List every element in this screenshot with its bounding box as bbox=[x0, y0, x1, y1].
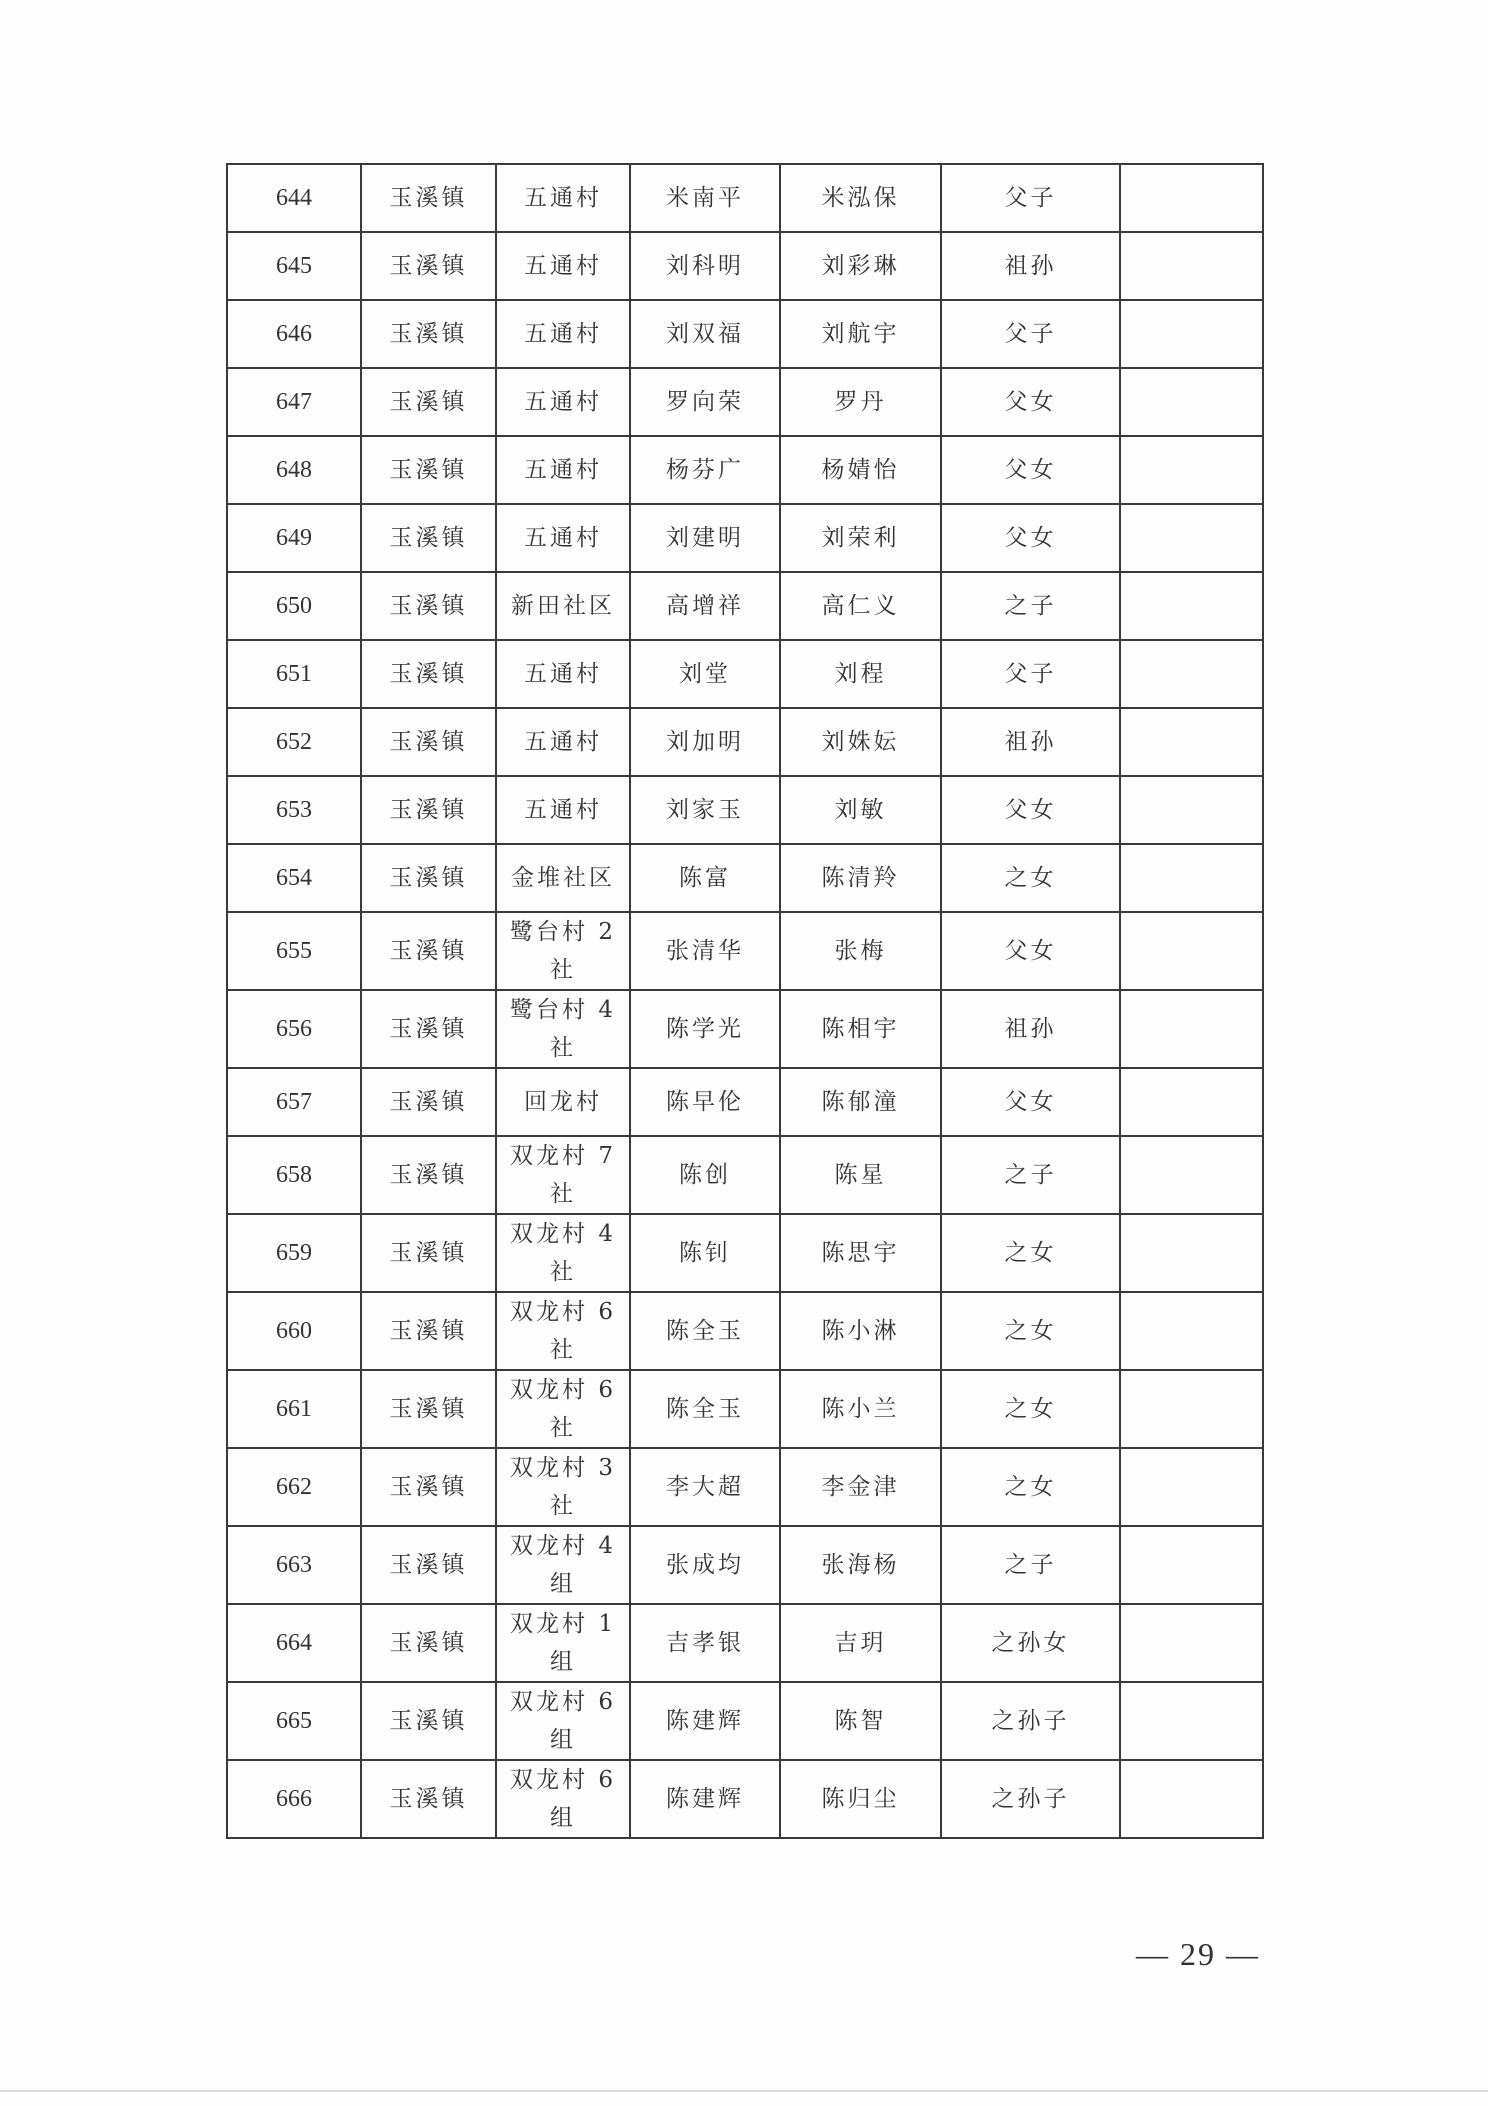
cell-village: 新田社区 bbox=[496, 572, 630, 640]
cell-note bbox=[1120, 708, 1263, 776]
cell-name-secondary: 米泓保 bbox=[780, 164, 941, 232]
cell-note bbox=[1120, 1760, 1263, 1838]
cell-town: 玉溪镇 bbox=[361, 1448, 496, 1526]
table-row bbox=[227, 990, 1263, 1068]
cell-name-secondary: 刘荣利 bbox=[780, 504, 941, 572]
cell-number: 661 bbox=[227, 1370, 361, 1448]
cell-name-primary: 陈钊 bbox=[630, 1214, 780, 1292]
table-row bbox=[227, 164, 1263, 232]
cell-town: 玉溪镇 bbox=[361, 1526, 496, 1604]
cell-relation: 父女 bbox=[941, 912, 1120, 990]
cell-note bbox=[1120, 1068, 1263, 1136]
cell-note bbox=[1120, 912, 1263, 990]
table-row bbox=[227, 1370, 1263, 1448]
cell-note bbox=[1120, 300, 1263, 368]
cell-name-primary: 张清华 bbox=[630, 912, 780, 990]
cell-name-secondary: 陈智 bbox=[780, 1682, 941, 1760]
cell-relation: 父女 bbox=[941, 504, 1120, 572]
cell-note bbox=[1120, 1682, 1263, 1760]
cell-town: 玉溪镇 bbox=[361, 1068, 496, 1136]
cell-village: 双龙村 3 社 bbox=[496, 1448, 630, 1526]
cell-relation: 之子 bbox=[941, 1136, 1120, 1214]
cell-number: 655 bbox=[227, 912, 361, 990]
cell-note bbox=[1120, 1292, 1263, 1370]
cell-note bbox=[1120, 1526, 1263, 1604]
table-row bbox=[227, 844, 1263, 912]
cell-village: 双龙村 4 社 bbox=[496, 1214, 630, 1292]
cell-note bbox=[1120, 368, 1263, 436]
cell-village: 双龙村 6 组 bbox=[496, 1760, 630, 1838]
cell-name-primary: 刘双福 bbox=[630, 300, 780, 368]
cell-village: 双龙村 1 组 bbox=[496, 1604, 630, 1682]
cell-town: 玉溪镇 bbox=[361, 1136, 496, 1214]
cell-name-primary: 陈学光 bbox=[630, 990, 780, 1068]
footer-divider bbox=[0, 2090, 1488, 2092]
cell-town: 玉溪镇 bbox=[361, 990, 496, 1068]
page-number: — 29 — bbox=[1136, 1936, 1260, 1972]
cell-note bbox=[1120, 232, 1263, 300]
table-row bbox=[227, 300, 1263, 368]
cell-relation: 父女 bbox=[941, 368, 1120, 436]
cell-name-primary: 李大超 bbox=[630, 1448, 780, 1526]
cell-name-primary: 米南平 bbox=[630, 164, 780, 232]
cell-name-secondary: 刘彩琳 bbox=[780, 232, 941, 300]
cell-name-secondary: 陈思宇 bbox=[780, 1214, 941, 1292]
cell-name-primary: 吉孝银 bbox=[630, 1604, 780, 1682]
table-row bbox=[227, 368, 1263, 436]
table-row bbox=[227, 1448, 1263, 1526]
cell-note bbox=[1120, 436, 1263, 504]
cell-number: 647 bbox=[227, 368, 361, 436]
cell-relation: 之子 bbox=[941, 572, 1120, 640]
table-row bbox=[227, 1526, 1263, 1604]
cell-note bbox=[1120, 1136, 1263, 1214]
cell-town: 玉溪镇 bbox=[361, 300, 496, 368]
cell-name-primary: 刘加明 bbox=[630, 708, 780, 776]
cell-town: 玉溪镇 bbox=[361, 1682, 496, 1760]
cell-town: 玉溪镇 bbox=[361, 912, 496, 990]
cell-relation: 父女 bbox=[941, 1068, 1120, 1136]
table-row bbox=[227, 1604, 1263, 1682]
table-row bbox=[227, 436, 1263, 504]
cell-name-secondary: 刘程 bbox=[780, 640, 941, 708]
cell-name-primary: 高增祥 bbox=[630, 572, 780, 640]
cell-name-primary: 陈建辉 bbox=[630, 1760, 780, 1838]
cell-name-primary: 陈创 bbox=[630, 1136, 780, 1214]
cell-relation: 父子 bbox=[941, 640, 1120, 708]
cell-relation: 之孙子 bbox=[941, 1760, 1120, 1838]
cell-name-secondary: 陈小淋 bbox=[780, 1292, 941, 1370]
cell-village: 金堆社区 bbox=[496, 844, 630, 912]
cell-number: 650 bbox=[227, 572, 361, 640]
cell-name-primary: 陈富 bbox=[630, 844, 780, 912]
table-row bbox=[227, 1136, 1263, 1214]
table-row bbox=[227, 1214, 1263, 1292]
cell-village: 双龙村 4 组 bbox=[496, 1526, 630, 1604]
cell-note bbox=[1120, 1448, 1263, 1526]
cell-number: 665 bbox=[227, 1682, 361, 1760]
cell-town: 玉溪镇 bbox=[361, 1760, 496, 1838]
cell-village: 鹭台村 2 社 bbox=[496, 912, 630, 990]
cell-note bbox=[1120, 776, 1263, 844]
cell-number: 652 bbox=[227, 708, 361, 776]
cell-name-secondary: 刘航宇 bbox=[780, 300, 941, 368]
cell-note bbox=[1120, 504, 1263, 572]
cell-town: 玉溪镇 bbox=[361, 1292, 496, 1370]
cell-name-secondary: 罗丹 bbox=[780, 368, 941, 436]
cell-name-secondary: 陈相宇 bbox=[780, 990, 941, 1068]
cell-town: 玉溪镇 bbox=[361, 1214, 496, 1292]
cell-relation: 父子 bbox=[941, 164, 1120, 232]
cell-number: 654 bbox=[227, 844, 361, 912]
cell-note bbox=[1120, 572, 1263, 640]
cell-relation: 之女 bbox=[941, 1448, 1120, 1526]
cell-relation: 之孙子 bbox=[941, 1682, 1120, 1760]
cell-name-primary: 刘建明 bbox=[630, 504, 780, 572]
cell-town: 玉溪镇 bbox=[361, 232, 496, 300]
cell-town: 玉溪镇 bbox=[361, 436, 496, 504]
cell-name-secondary: 张梅 bbox=[780, 912, 941, 990]
table-row bbox=[227, 912, 1263, 990]
cell-name-secondary: 陈小兰 bbox=[780, 1370, 941, 1448]
cell-village: 五通村 bbox=[496, 368, 630, 436]
cell-relation: 祖孙 bbox=[941, 232, 1120, 300]
cell-number: 663 bbox=[227, 1526, 361, 1604]
cell-village: 五通村 bbox=[496, 504, 630, 572]
cell-note bbox=[1120, 1604, 1263, 1682]
table-row bbox=[227, 776, 1263, 844]
cell-town: 玉溪镇 bbox=[361, 368, 496, 436]
cell-number: 664 bbox=[227, 1604, 361, 1682]
cell-name-secondary: 陈清羚 bbox=[780, 844, 941, 912]
cell-town: 玉溪镇 bbox=[361, 640, 496, 708]
cell-village: 双龙村 6 组 bbox=[496, 1682, 630, 1760]
table-row bbox=[227, 708, 1263, 776]
table-row bbox=[227, 1292, 1263, 1370]
cell-number: 646 bbox=[227, 300, 361, 368]
cell-number: 666 bbox=[227, 1760, 361, 1838]
cell-name-primary: 张成均 bbox=[630, 1526, 780, 1604]
cell-relation: 之子 bbox=[941, 1526, 1120, 1604]
cell-town: 玉溪镇 bbox=[361, 776, 496, 844]
cell-town: 玉溪镇 bbox=[361, 504, 496, 572]
cell-relation: 之女 bbox=[941, 1292, 1120, 1370]
cell-number: 644 bbox=[227, 164, 361, 232]
cell-number: 651 bbox=[227, 640, 361, 708]
cell-relation: 父子 bbox=[941, 300, 1120, 368]
cell-number: 657 bbox=[227, 1068, 361, 1136]
cell-town: 玉溪镇 bbox=[361, 164, 496, 232]
cell-village: 五通村 bbox=[496, 640, 630, 708]
cell-name-primary: 陈早伦 bbox=[630, 1068, 780, 1136]
cell-village: 回龙村 bbox=[496, 1068, 630, 1136]
cell-town: 玉溪镇 bbox=[361, 844, 496, 912]
table-row bbox=[227, 504, 1263, 572]
cell-name-secondary: 张海杨 bbox=[780, 1526, 941, 1604]
cell-village: 鹭台村 4 社 bbox=[496, 990, 630, 1068]
cell-name-secondary: 李金津 bbox=[780, 1448, 941, 1526]
cell-note bbox=[1120, 640, 1263, 708]
cell-name-primary: 陈建辉 bbox=[630, 1682, 780, 1760]
cell-name-primary: 杨芬广 bbox=[630, 436, 780, 504]
cell-relation: 父女 bbox=[941, 436, 1120, 504]
cell-name-primary: 陈全玉 bbox=[630, 1370, 780, 1448]
cell-relation: 之女 bbox=[941, 844, 1120, 912]
cell-village: 五通村 bbox=[496, 776, 630, 844]
table-row bbox=[227, 1760, 1263, 1838]
cell-name-secondary: 陈星 bbox=[780, 1136, 941, 1214]
cell-name-primary: 刘家玉 bbox=[630, 776, 780, 844]
cell-name-secondary: 陈郁潼 bbox=[780, 1068, 941, 1136]
cell-relation: 之女 bbox=[941, 1214, 1120, 1292]
cell-name-secondary: 高仁义 bbox=[780, 572, 941, 640]
table-row bbox=[227, 640, 1263, 708]
cell-number: 660 bbox=[227, 1292, 361, 1370]
cell-name-primary: 陈全玉 bbox=[630, 1292, 780, 1370]
cell-village: 双龙村 6 社 bbox=[496, 1370, 630, 1448]
cell-relation: 祖孙 bbox=[941, 708, 1120, 776]
cell-village: 五通村 bbox=[496, 164, 630, 232]
cell-town: 玉溪镇 bbox=[361, 1370, 496, 1448]
cell-name-secondary: 吉玥 bbox=[780, 1604, 941, 1682]
cell-town: 玉溪镇 bbox=[361, 708, 496, 776]
cell-number: 645 bbox=[227, 232, 361, 300]
cell-relation: 之女 bbox=[941, 1370, 1120, 1448]
cell-note bbox=[1120, 1214, 1263, 1292]
cell-village: 五通村 bbox=[496, 300, 630, 368]
cell-village: 五通村 bbox=[496, 232, 630, 300]
cell-number: 659 bbox=[227, 1214, 361, 1292]
cell-note bbox=[1120, 844, 1263, 912]
cell-number: 653 bbox=[227, 776, 361, 844]
table-row bbox=[227, 572, 1263, 640]
roster-body bbox=[227, 164, 1263, 1838]
cell-village: 五通村 bbox=[496, 436, 630, 504]
cell-number: 658 bbox=[227, 1136, 361, 1214]
cell-note bbox=[1120, 164, 1263, 232]
cell-name-secondary: 刘姝妘 bbox=[780, 708, 941, 776]
cell-name-secondary: 刘敏 bbox=[780, 776, 941, 844]
cell-town: 玉溪镇 bbox=[361, 572, 496, 640]
table-row bbox=[227, 1068, 1263, 1136]
cell-village: 五通村 bbox=[496, 708, 630, 776]
cell-number: 656 bbox=[227, 990, 361, 1068]
cell-relation: 祖孙 bbox=[941, 990, 1120, 1068]
cell-town: 玉溪镇 bbox=[361, 1604, 496, 1682]
cell-number: 662 bbox=[227, 1448, 361, 1526]
table-row bbox=[227, 1682, 1263, 1760]
cell-note bbox=[1120, 1370, 1263, 1448]
cell-village: 双龙村 7 社 bbox=[496, 1136, 630, 1214]
table-row bbox=[227, 232, 1263, 300]
cell-name-primary: 罗向荣 bbox=[630, 368, 780, 436]
cell-name-secondary: 陈归尘 bbox=[780, 1760, 941, 1838]
cell-name-primary: 刘科明 bbox=[630, 232, 780, 300]
cell-number: 648 bbox=[227, 436, 361, 504]
cell-note bbox=[1120, 990, 1263, 1068]
cell-name-primary: 刘堂 bbox=[630, 640, 780, 708]
cell-relation: 父女 bbox=[941, 776, 1120, 844]
cell-name-secondary: 杨婧怡 bbox=[780, 436, 941, 504]
cell-number: 649 bbox=[227, 504, 361, 572]
roster-table bbox=[226, 163, 1264, 1839]
cell-relation: 之孙女 bbox=[941, 1604, 1120, 1682]
cell-village: 双龙村 6 社 bbox=[496, 1292, 630, 1370]
